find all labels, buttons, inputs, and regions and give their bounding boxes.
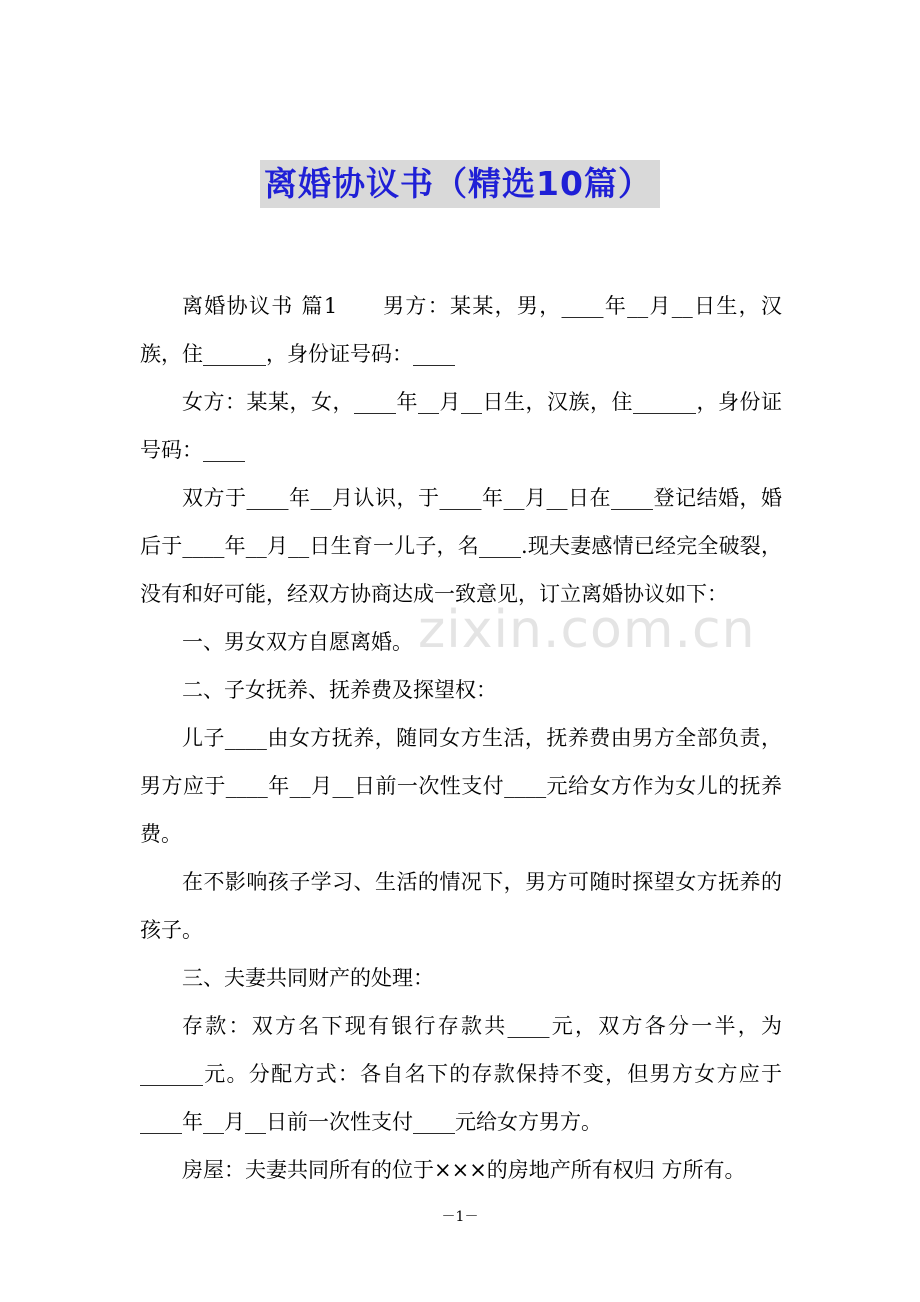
paragraph: 一、男女双方自愿离婚。: [182, 630, 413, 654]
paragraph: 双方于____年__月认识，于____年__月__日在____登记结婚，婚后于____年__月__日生育一儿子，名____.现夫妻感情已经完全破裂，没有和好可能，经双方协商达成一致意见，订立离婚协议如下：: [140, 486, 782, 606]
title-wrapper: [0, 160, 920, 208]
paragraph: 三、夫妻共同财产的处理：: [182, 966, 434, 990]
watermark: zixin.com.cn: [418, 600, 756, 660]
page-number: －1－: [441, 1209, 479, 1225]
paragraph: 女方：某某，女，____年__月__日生，汉族，住______，身份证号码：____: [140, 390, 782, 462]
document-body: [140, 282, 782, 1194]
paragraph: 房屋：夫妻共同所有的位于×××的房地产所有权归 方所有。: [182, 1158, 746, 1182]
paragraph: 离婚协议书 篇1 男方：某某，男，____年__月__日生，汉族，住______，身份证号码：____: [140, 294, 782, 366]
paragraph: 在不影响孩子学习、生活的情况下，男方可随时探望女方抚养的孩子。: [140, 870, 782, 942]
document-title: 离婚协议书（精选10篇）: [260, 160, 660, 208]
paragraph: 二、子女抚养、抚养费及探望权：: [182, 678, 497, 702]
paragraph: 儿子____由女方抚养，随同女方生活，抚养费由男方全部负责，男方应于____年__月__日前一次性支付____元给女方作为女儿的抚养费。: [140, 726, 782, 846]
paragraph: 存款：双方名下现有银行存款共____元，双方各分一半，为______元。分配方式：各自名下的存款保持不变，但男方女方应于____年__月__日前一次性支付____元给女方男方。: [140, 1014, 782, 1134]
